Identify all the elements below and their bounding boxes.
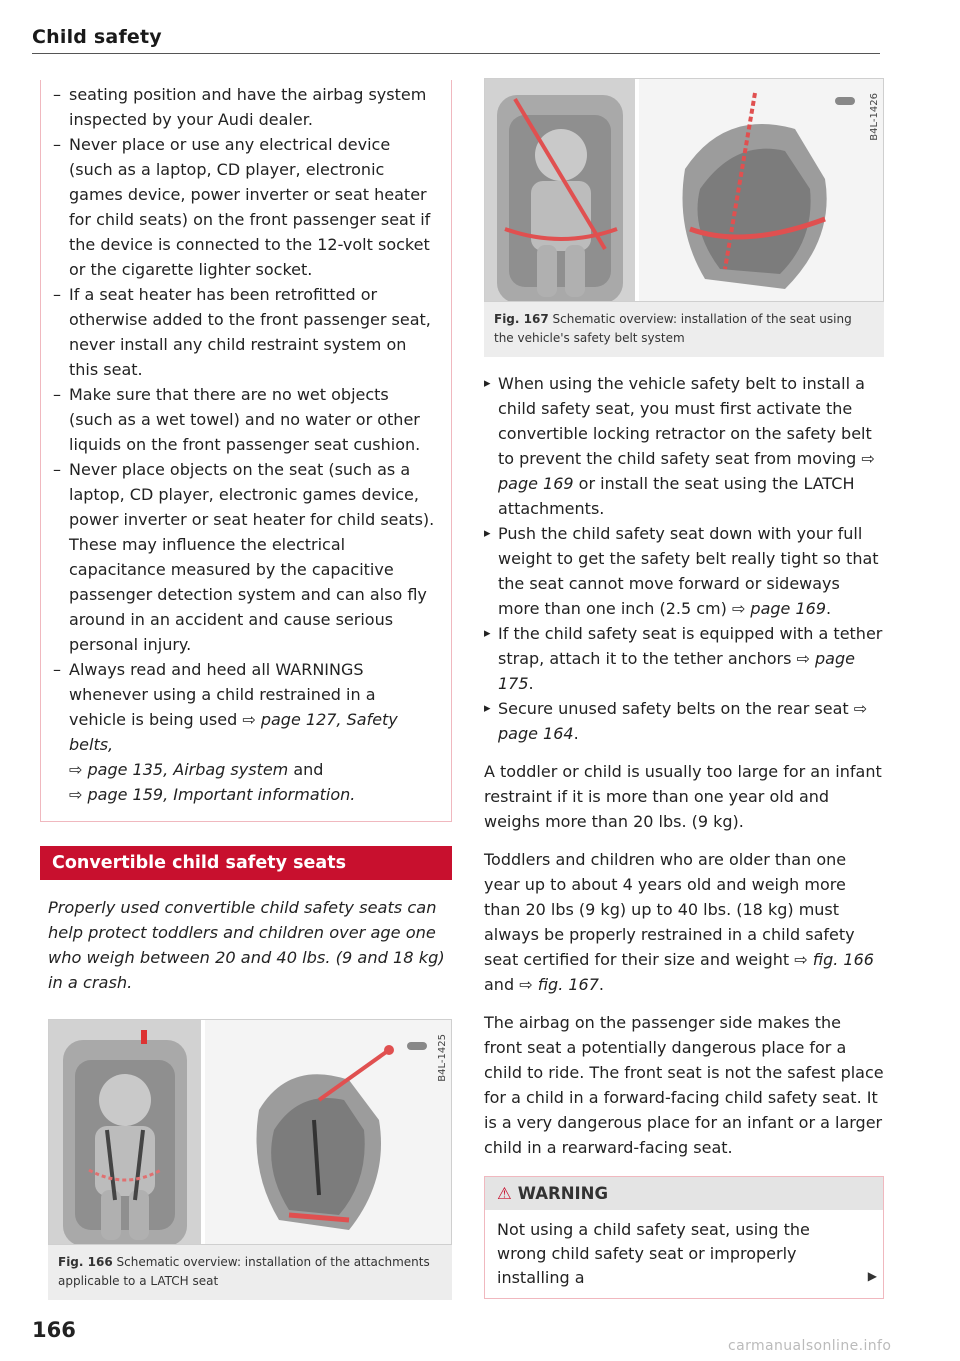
figure-label: Fig. 166 xyxy=(58,1255,113,1269)
paragraph-airbag: The airbag on the passenger side makes the front seat a potentially dangerous place for a child to ride. The front seat is not the safest place for a child in a forward-facing child safety seat. It is a very dangerous place for an infant or a larger child in a rearward-facing seat. xyxy=(484,1013,884,1157)
page-number: 166 xyxy=(32,1318,76,1342)
continue-arrow-icon: ▶ xyxy=(867,1269,877,1283)
paragraph-infant-size: A toddler or child is usually too large for an infant restraint if it is more than one year old and weighs more than 20 lbs. (9 kg). xyxy=(484,762,882,831)
figure-code: B4L-1425 xyxy=(437,1034,448,1082)
right-column xyxy=(484,78,884,1299)
page-ref-link[interactable]: ⇨ page 169 xyxy=(498,449,875,493)
instruction-steps xyxy=(484,371,884,746)
header-rule xyxy=(32,53,880,54)
list-item: – Never place objects on the seat (such as a laptop, CD player, electronic games device, power inverter or seat heater for child seats). These may influence the electrical capacitance measured by the capacitive passenger detection system and can also fly around in an accident and cause serious personal injury. xyxy=(53,457,437,657)
section-lead: Properly used convertible child safety seats can help protect toddlers and children over age one who weigh between 20 and 40 lbs. (9 and 18 kg) in a crash. xyxy=(48,898,445,992)
list-item: ▸ Secure unused safety belts on the rear seat ⇨ page 164. xyxy=(484,696,884,746)
section-title: Convertible child safety seats xyxy=(40,846,452,880)
list-item: – If a seat heater has been retrofitted or otherwise added to the front passenger seat, never install any child restraint system on this seat. xyxy=(53,282,437,382)
warning-header: ⚠ WARNING xyxy=(485,1177,883,1210)
child-seat-image xyxy=(49,1020,452,1245)
latch-seat-illustration xyxy=(48,1019,452,1245)
warning-continuation-box xyxy=(40,80,452,822)
list-item: – Make sure that there are no wet objects (such as a wet towel) and no water or other liquids on the front passenger seat cushion. xyxy=(53,382,437,457)
figure-167 xyxy=(484,78,884,357)
list-item: ▸ If the child safety seat is equipped with a tether strap, attach it to the tether anchors ⇨ page 175. xyxy=(484,621,884,696)
belt-seat-illustration xyxy=(484,78,884,302)
warning-body: Not using a child safety seat, using the wrong child safety seat or improperly installing a ▶ xyxy=(497,1220,877,1287)
page-header-title: Child safety xyxy=(32,26,162,48)
page-ref-link[interactable]: ⇨ page 159, Important information. xyxy=(69,785,356,804)
list-item: ▸ Push the child safety seat down with your full weight to get the safety belt really tight so that the seat cannot move forward or sideways more than one inch (2.5 cm) ⇨ page 169. xyxy=(484,521,884,621)
warning-box xyxy=(484,1176,884,1299)
figure-ref-link[interactable]: ⇨ fig. 166 xyxy=(794,950,874,969)
watermark: carmanualsonline.info xyxy=(728,1338,892,1354)
figure-label: Fig. 167 xyxy=(494,312,549,326)
left-column xyxy=(48,80,452,1300)
figure-caption: Fig. 167 Schematic overview: installation of the seat using the vehicle's safety belt system xyxy=(494,312,852,345)
figure-ref-link[interactable]: ⇨ fig. 167 xyxy=(519,975,599,994)
warning-bullet-list xyxy=(53,82,437,807)
child-seat-image xyxy=(485,79,884,302)
page-ref-link[interactable]: ⇨ page 127, Safety belts, xyxy=(69,710,398,754)
page-ref-link[interactable]: ⇨ page 164 xyxy=(498,699,868,743)
page-ref-link[interactable]: ⇨ page 135, Airbag system xyxy=(69,760,289,779)
page-ref-link[interactable]: ⇨ page 175 xyxy=(498,649,855,693)
figure-caption: Fig. 166 Schematic overview: installation of the attachments applicable to a LATCH seat xyxy=(58,1255,430,1288)
list-item: – Never place or use any electrical device (such as a laptop, CD player, electronic games device, power inverter or seat heater for child seats) on the front passenger seat if the device is connected to the 12-volt socket or the cigarette lighter socket. xyxy=(53,132,437,282)
list-item: – Always read and heed all WARNINGS whenever using a child restrained in a vehicle is being used ⇨ page 127, Safety belts, ⇨ page 135, Airbag system and ⇨ page 159, Important information. xyxy=(53,657,437,807)
page-ref-link[interactable]: ⇨ page 169 xyxy=(731,599,827,618)
warning-triangle-icon: ⚠ xyxy=(497,1184,512,1203)
figure-166 xyxy=(48,1019,452,1300)
list-item: – seating position and have the airbag system inspected by your Audi dealer. xyxy=(53,82,437,132)
figure-code: B4L-1426 xyxy=(869,93,880,141)
paragraph-toddlers: Toddlers and children who are older than one year up to about 4 years old and weigh more than 20 lbs (9 kg) up to 40 lbs. (18 kg) must always be properly restrained in a child safety seat certified for their size and weight ⇨ fig. 166 and ⇨ fig. 167. xyxy=(484,850,874,994)
list-item: ▸ When using the vehicle safety belt to install a child safety seat, you must first activate the convertible locking retractor on the safety belt to prevent the child safety seat from moving ⇨ page 169 or install the seat using the LATCH attachments. xyxy=(484,371,884,521)
